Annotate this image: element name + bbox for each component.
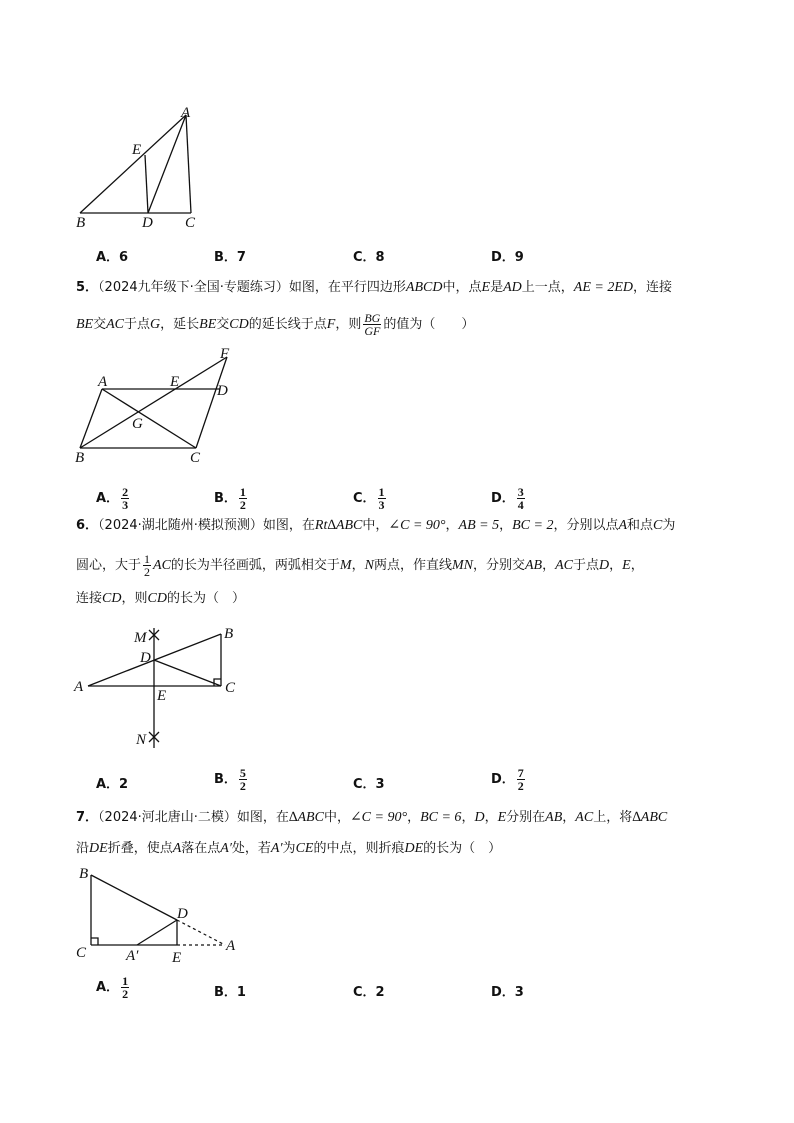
q5-option-d-frac xyxy=(517,486,525,511)
q5-option-b[interactable] xyxy=(214,486,249,511)
q6-text: 圆心，大于 xyxy=(76,558,142,573)
q5-text: 于点 xyxy=(124,317,151,332)
q7-text: 沿 xyxy=(76,841,90,856)
q5-fraction xyxy=(363,312,381,337)
q7-text: 的中点，则折痕 xyxy=(313,841,405,856)
q6-math: AB = 5 xyxy=(458,518,500,533)
q5-label-D: D xyxy=(217,383,228,399)
q6-option-d-prefix: D． xyxy=(491,772,515,787)
q4-label-D: D xyxy=(142,215,153,231)
q5-option-d-prefix: D． xyxy=(491,491,515,506)
q6-math: AC xyxy=(153,558,171,573)
q6-text: ，分别以点 xyxy=(553,518,619,533)
q7-math: DE xyxy=(404,841,424,856)
q6-option-a[interactable]: A．2 xyxy=(96,777,129,792)
q6-option-b-frac xyxy=(239,767,247,792)
q6-text: 的长为（ ） xyxy=(166,591,245,606)
q5-text: ，延长 xyxy=(160,317,200,332)
q6-math: E xyxy=(622,558,631,573)
q5-option-a[interactable] xyxy=(96,486,131,511)
q7-fold-figure xyxy=(70,862,245,970)
q5-label-B: B xyxy=(75,450,85,466)
q6-math: CD xyxy=(147,591,167,606)
q5-math: AE = 2ED xyxy=(573,280,633,295)
q6-option-b-prefix: B． xyxy=(214,772,237,787)
q4-label-B: B xyxy=(76,215,86,231)
q4-option-b[interactable]: B．7 xyxy=(214,250,246,265)
q6-text: ， xyxy=(630,558,644,573)
q7-label-B: B xyxy=(79,866,89,882)
q7-text: 如图，在 xyxy=(236,810,289,825)
q7-math: E xyxy=(497,810,507,825)
q7-text: ， xyxy=(407,810,421,825)
q6-text: ， xyxy=(609,558,623,573)
q5-parallelogram-figure xyxy=(70,345,245,470)
q6-label-D: D xyxy=(140,650,151,666)
q6-math: N xyxy=(364,558,374,573)
q5-math: CD xyxy=(229,317,249,332)
frac-den: 2 xyxy=(239,498,246,512)
q7-number: 7． xyxy=(76,810,99,825)
q5-option-c-frac xyxy=(378,486,386,511)
q5-math: E xyxy=(481,280,491,295)
q6-text: 中， xyxy=(362,518,389,533)
q7-math: ∆ABC xyxy=(632,810,668,825)
q6-text: ， xyxy=(542,558,556,573)
q5-text: ，连接 xyxy=(632,280,672,295)
q7-label-Ap: A′ xyxy=(126,948,139,964)
q5-source: （2024九年级下·全国·专题练习） xyxy=(98,280,289,295)
q7-option-a-frac xyxy=(121,975,129,1000)
q5-math: ABCD xyxy=(405,280,443,295)
q6-stem-line3 xyxy=(76,589,245,609)
q5-option-c-prefix: C． xyxy=(353,491,376,506)
q7-label-E: E xyxy=(172,950,182,966)
q6-math: MN xyxy=(451,558,473,573)
q6-text: ， xyxy=(499,518,513,533)
q7-text: 的长为（ ） xyxy=(423,841,502,856)
q7-math: A′ xyxy=(270,841,283,856)
q7-text: ， xyxy=(484,810,498,825)
q6-math: AC xyxy=(555,558,573,573)
q5-text: 的延长线于点 xyxy=(248,317,327,332)
q7-text: 上，将 xyxy=(593,810,633,825)
q6-text: 和点 xyxy=(627,518,654,533)
q4-label-E: E xyxy=(132,142,142,158)
q7-options xyxy=(96,972,656,1004)
q7-math: DE xyxy=(89,841,108,856)
q7-math: CE xyxy=(295,841,314,856)
frac-num: 1 xyxy=(144,552,151,566)
q7-option-b[interactable]: B．1 xyxy=(214,985,246,1000)
q6-option-d-frac xyxy=(517,767,525,792)
q6-text: ，分别交 xyxy=(472,558,525,573)
q7-label-D: D xyxy=(177,906,188,922)
frac-num: 3 xyxy=(517,485,524,499)
q6-math: BC = 2 xyxy=(512,518,554,533)
q5-text: 交 xyxy=(93,317,107,332)
q5-frac-den: GF xyxy=(364,324,381,338)
frac-den: 3 xyxy=(122,498,129,512)
q6-text: 如图，在 xyxy=(262,518,315,533)
q4-options xyxy=(96,246,656,266)
q6-label-C: C xyxy=(225,680,236,696)
q5-frac-num: BG xyxy=(364,311,381,325)
q5-option-b-prefix: B． xyxy=(214,491,237,506)
q6-math: C xyxy=(653,518,663,533)
q6-math: Rt∆ABC xyxy=(314,518,363,533)
q5-math: BE xyxy=(76,317,94,332)
q5-label-G: G xyxy=(132,416,143,432)
q6-math: ∠C = 90° xyxy=(388,518,446,533)
q7-text: ， xyxy=(461,810,475,825)
q5-option-c[interactable] xyxy=(353,486,388,511)
q6-stem-line1 xyxy=(76,516,675,536)
frac-den: 2 xyxy=(517,779,524,793)
q5-option-b-frac xyxy=(239,486,247,511)
q7-option-a[interactable] xyxy=(96,975,131,1000)
q5-text: 如图，在平行四边形 xyxy=(288,280,406,295)
q7-stem-line1 xyxy=(76,808,667,828)
q7-math: A′ xyxy=(220,841,232,856)
q6-option-b[interactable] xyxy=(214,767,249,792)
q5-options xyxy=(96,480,656,510)
q6-label-A: A xyxy=(74,679,84,695)
q5-option-a-prefix: A． xyxy=(96,491,120,506)
q5-option-d[interactable] xyxy=(491,486,527,511)
q6-text: 连接 xyxy=(76,591,103,606)
q5-text: 是 xyxy=(490,280,504,295)
frac-den: 3 xyxy=(378,498,385,512)
q7-math: AB xyxy=(545,810,563,825)
q7-text: 处，若 xyxy=(231,841,271,856)
q6-label-N: N xyxy=(136,732,147,748)
q4-triangle-figure xyxy=(70,100,210,235)
q7-label-C: C xyxy=(76,945,87,961)
q5-text: 中，点 xyxy=(442,280,482,295)
q7-text: 落在点 xyxy=(181,841,221,856)
q7-math: D xyxy=(474,810,485,825)
q7-text: ， xyxy=(562,810,576,825)
q5-math: G xyxy=(150,317,161,332)
q6-math: D xyxy=(599,558,610,573)
q4-label-C: C xyxy=(185,215,196,231)
q7-math: ∆ABC xyxy=(288,810,324,825)
q6-math: AB xyxy=(524,558,543,573)
q6-label-B: B xyxy=(224,626,234,642)
frac-num: 2 xyxy=(122,485,129,499)
q6-math: M xyxy=(339,558,352,573)
q6-number: 6． xyxy=(76,518,99,533)
q7-label-A: A xyxy=(226,938,236,954)
q5-math: AC xyxy=(106,317,125,332)
q5-text: 上一点， xyxy=(521,280,574,295)
frac-den: 4 xyxy=(517,498,524,512)
frac-den: 2 xyxy=(144,565,151,579)
frac-num: 5 xyxy=(239,766,246,780)
q5-text: 交 xyxy=(216,317,230,332)
q6-text: ， xyxy=(445,518,459,533)
q5-option-a-frac xyxy=(121,486,129,511)
q5-math: BE xyxy=(199,317,217,332)
frac-den: 2 xyxy=(122,987,129,1001)
q6-text: 于点 xyxy=(573,558,600,573)
frac-num: 1 xyxy=(239,485,246,499)
q7-option-c[interactable]: C．2 xyxy=(353,985,385,1000)
q5-stem-line2 xyxy=(76,312,474,337)
q6-label-E: E xyxy=(157,688,167,704)
q4-option-c[interactable]: C．8 xyxy=(353,250,385,265)
q7-math: ∠C = 90° xyxy=(349,810,408,825)
frac-num: 1 xyxy=(122,974,129,988)
q5-text: ，则 xyxy=(335,317,362,332)
q7-option-a-prefix: A． xyxy=(96,980,120,995)
q7-text: 中， xyxy=(323,810,350,825)
frac-num: 1 xyxy=(378,485,385,499)
q7-math: AC xyxy=(575,810,594,825)
q4-label-A: A xyxy=(181,105,191,121)
q6-half-fraction xyxy=(143,553,151,578)
frac-den: 2 xyxy=(239,779,246,793)
q7-math: A xyxy=(172,841,182,856)
q5-math: F xyxy=(326,317,336,332)
q6-construction-figure xyxy=(70,618,245,758)
q6-text: 为 xyxy=(662,518,676,533)
q5-label-E: E xyxy=(170,374,180,390)
q7-text: 分别在 xyxy=(506,810,546,825)
q6-text: ，则 xyxy=(121,591,148,606)
q4-option-d[interactable]: D．9 xyxy=(491,250,524,265)
q5-text: 的值为（ ） xyxy=(383,317,475,332)
q7-text: 为 xyxy=(282,841,296,856)
q6-math: CD xyxy=(102,591,122,606)
q5-number: 5． xyxy=(76,280,99,295)
q6-math: A xyxy=(618,518,628,533)
q7-text: 折叠，使点 xyxy=(107,841,173,856)
q5-stem-line1 xyxy=(76,278,672,298)
q5-label-F: F xyxy=(220,346,230,362)
q6-label-M: M xyxy=(134,630,147,646)
q6-options xyxy=(96,764,656,796)
q5-label-A: A xyxy=(98,374,108,390)
q5-label-C: C xyxy=(190,450,201,466)
frac-num: 7 xyxy=(517,766,524,780)
q4-option-a[interactable]: A．6 xyxy=(96,250,129,265)
q6-text: 的长为半径画弧，两弧相交于 xyxy=(170,558,340,573)
q6-text: ， xyxy=(351,558,365,573)
q7-source: （2024·河北唐山·二模） xyxy=(98,810,237,825)
q6-text: 两点，作直线 xyxy=(373,558,452,573)
q6-source: （2024·湖北随州·模拟预测） xyxy=(98,518,263,533)
q7-stem-line2 xyxy=(76,839,501,859)
q7-option-d[interactable]: D．3 xyxy=(491,985,524,1000)
q7-math: BC = 6 xyxy=(420,810,462,825)
q6-option-d[interactable] xyxy=(491,767,527,792)
q6-stem-line2 xyxy=(76,553,644,578)
q5-math: AD xyxy=(503,280,522,295)
q6-option-c[interactable]: C．3 xyxy=(353,777,385,792)
